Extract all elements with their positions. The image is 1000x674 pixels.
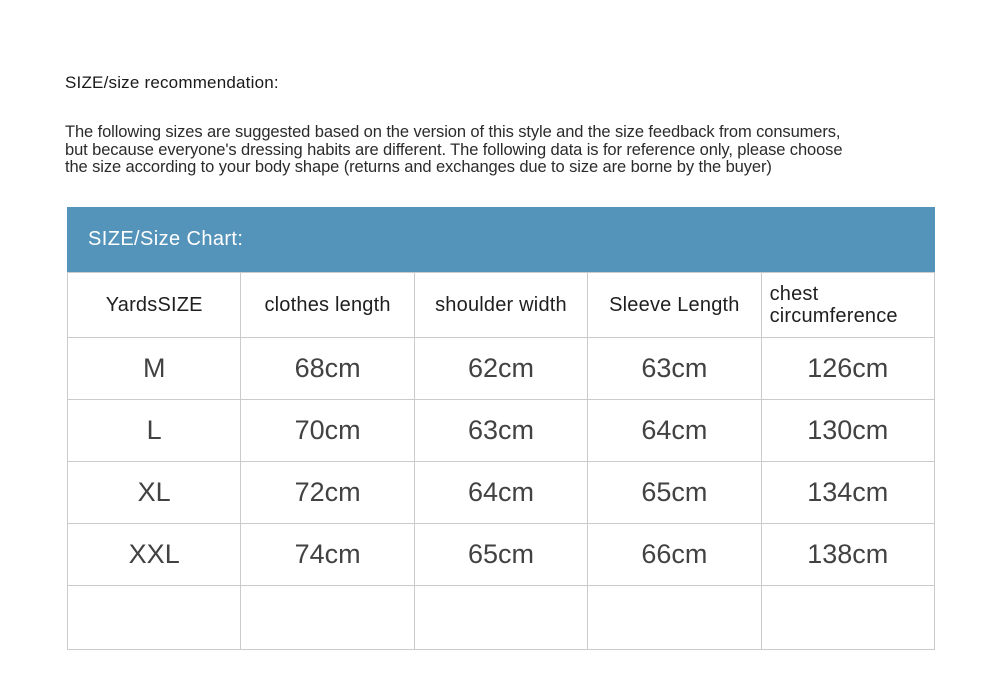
size-chart-banner	[67, 207, 935, 272]
intro-paragraph	[65, 124, 945, 177]
cell-empty	[68, 586, 241, 650]
column-header-chest-circumference: chest circumference	[761, 273, 934, 338]
intro-line-2: but because everyone's dressing habits are different. The following data is for reference only, please choose	[65, 140, 843, 159]
cell-chest-circumference: 138cm	[761, 524, 934, 586]
table-row-xxl	[68, 524, 935, 586]
intro-line-1: The following sizes are suggested based on the version of this style and the size feedback from consumers,	[65, 123, 841, 141]
size-chart-banner-title: SIZE/Size Chart:	[88, 228, 244, 250]
cell-shoulder-width: 65cm	[414, 524, 587, 586]
page-title: SIZE/size recommendation:	[65, 73, 279, 92]
size-chart-table	[67, 272, 935, 650]
cell-clothes-length: 70cm	[241, 400, 414, 462]
cell-shoulder-width: 64cm	[414, 462, 587, 524]
column-header-sleeve-length: Sleeve Length	[588, 273, 761, 338]
column-header-shoulder-width: shoulder width	[414, 273, 587, 338]
size-chart-table-body	[68, 338, 935, 650]
cell-chest-circumference: 130cm	[761, 400, 934, 462]
column-header-size: YardsSIZE	[68, 273, 241, 338]
cell-empty	[414, 586, 587, 650]
cell-shoulder-width: 63cm	[414, 400, 587, 462]
column-header-clothes-length: clothes length	[241, 273, 414, 338]
table-row-l	[68, 400, 935, 462]
size-chart-table-header	[68, 273, 935, 338]
cell-sleeve-length: 63cm	[588, 338, 761, 400]
cell-size: L	[68, 400, 241, 462]
cell-size: M	[68, 338, 241, 400]
cell-empty	[241, 586, 414, 650]
cell-sleeve-length: 64cm	[588, 400, 761, 462]
cell-empty	[761, 586, 934, 650]
table-row-m	[68, 338, 935, 400]
header-row	[68, 273, 935, 338]
cell-shoulder-width: 62cm	[414, 338, 587, 400]
cell-size: XXL	[68, 524, 241, 586]
cell-empty	[588, 586, 761, 650]
cell-clothes-length: 74cm	[241, 524, 414, 586]
cell-clothes-length: 68cm	[241, 338, 414, 400]
cell-sleeve-length: 66cm	[588, 524, 761, 586]
table-row-empty	[68, 586, 935, 650]
cell-chest-circumference: 126cm	[761, 338, 934, 400]
intro-line-3: the size according to your body shape (returns and exchanges due to size are borne by the buyer)	[65, 158, 772, 176]
table-row-xl	[68, 462, 935, 524]
cell-size: XL	[68, 462, 241, 524]
cell-sleeve-length: 65cm	[588, 462, 761, 524]
cell-chest-circumference: 134cm	[761, 462, 934, 524]
cell-clothes-length: 72cm	[241, 462, 414, 524]
